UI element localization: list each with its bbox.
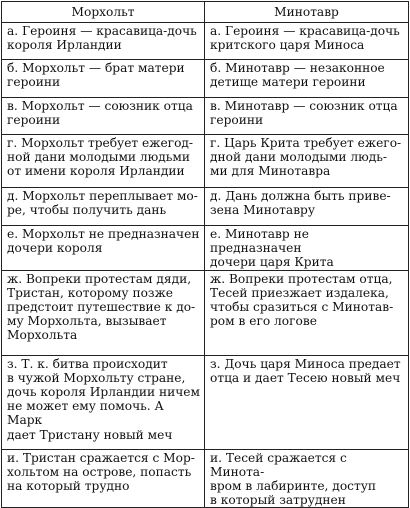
cell-text: б. Минотавр — незаконное детище матери героини [210, 61, 385, 90]
morholt-cell [2, 98, 205, 135]
table-row [2, 23, 409, 60]
cell-text: з. Т. к. битва происходит в чужой Морхольту стране, дочь короля Ирландии ничем не может ему помочь. А Марк дает Тристану новый меч [7, 356, 200, 442]
minotaur-cell [205, 135, 409, 188]
cell-text: б. Морхольт — брат матери героини [7, 61, 185, 90]
minotaur-cell [205, 188, 409, 226]
cell-text: ж. Вопреки протестам отца, Тесей приезжает издалека, чтобы сразиться с Минотав- ром в его логове [210, 271, 394, 329]
minotaur-cell [205, 226, 409, 271]
morholt-cell [2, 270, 205, 355]
morholt-cell [2, 226, 205, 271]
cell-text: д. Дань должна быть приве- зена Минотавру [210, 189, 391, 218]
morholt-cell [2, 449, 205, 508]
cell-text: и. Тесей сражается с Минота- вром в лабиринте, доступ в который затруднен [210, 450, 377, 508]
minotaur-cell [205, 60, 409, 98]
cell-text: и. Тристан сражается с Мор- хольтом на острове, попасть на который трудно [7, 450, 195, 494]
table-row [2, 449, 409, 508]
minotaur-cell [205, 449, 409, 508]
minotaur-cell [205, 98, 409, 135]
cell-text: з. Дочь царя Миноса предает отца и дает Тесею новый меч [210, 356, 401, 385]
cell-text: в. Морхольт — союзник отца героини [7, 99, 193, 128]
cell-text: д. Морхольт переплывает мо- ре, чтобы получить дань [7, 189, 198, 218]
cell-text: е. Морхольт не предназначен дочери короля [7, 227, 200, 256]
morholt-cell [2, 188, 205, 226]
minotaur-cell [205, 270, 409, 355]
morholt-cell [2, 135, 205, 188]
cell-text: г. Морхольт требует ежегод- ной дани молодыми людьми от имени короля Ирландии [7, 136, 194, 179]
cell-text: е. Минотавр не предназначен дочери царя Крита [210, 227, 334, 270]
morholt-cell [2, 60, 205, 98]
cell-text: а. Героиня — красавица-дочь критского царя Миноса [210, 24, 400, 53]
morholt-cell [2, 355, 205, 449]
table-row [2, 270, 409, 355]
table-row [2, 60, 409, 98]
header-row [2, 2, 409, 23]
table-row [2, 98, 409, 135]
cell-text: ж. Вопреки протестам дяди, Тристан, которому позже предстоит путешествие к до- му Морхольта, вызывает Морхольта [7, 271, 196, 343]
table-row [2, 188, 409, 226]
table-row [2, 135, 409, 188]
minotaur-cell [205, 355, 409, 449]
header-morholt: Морхольт [2, 2, 205, 23]
cell-text: в. Минотавр — союзник отца героини [210, 99, 398, 128]
cell-text: а. Героиня — красавица-дочь короля Ирландии [7, 24, 197, 53]
table-row [2, 355, 409, 449]
morholt-cell [2, 23, 205, 60]
header-minotaur: Минотавр [205, 2, 409, 23]
cell-text: г. Царь Крита требует ежего- дной дани молодыми людь- ми для Минотавра [210, 136, 402, 179]
table-row [2, 226, 409, 271]
comparison-table [1, 1, 409, 508]
minotaur-cell [205, 23, 409, 60]
